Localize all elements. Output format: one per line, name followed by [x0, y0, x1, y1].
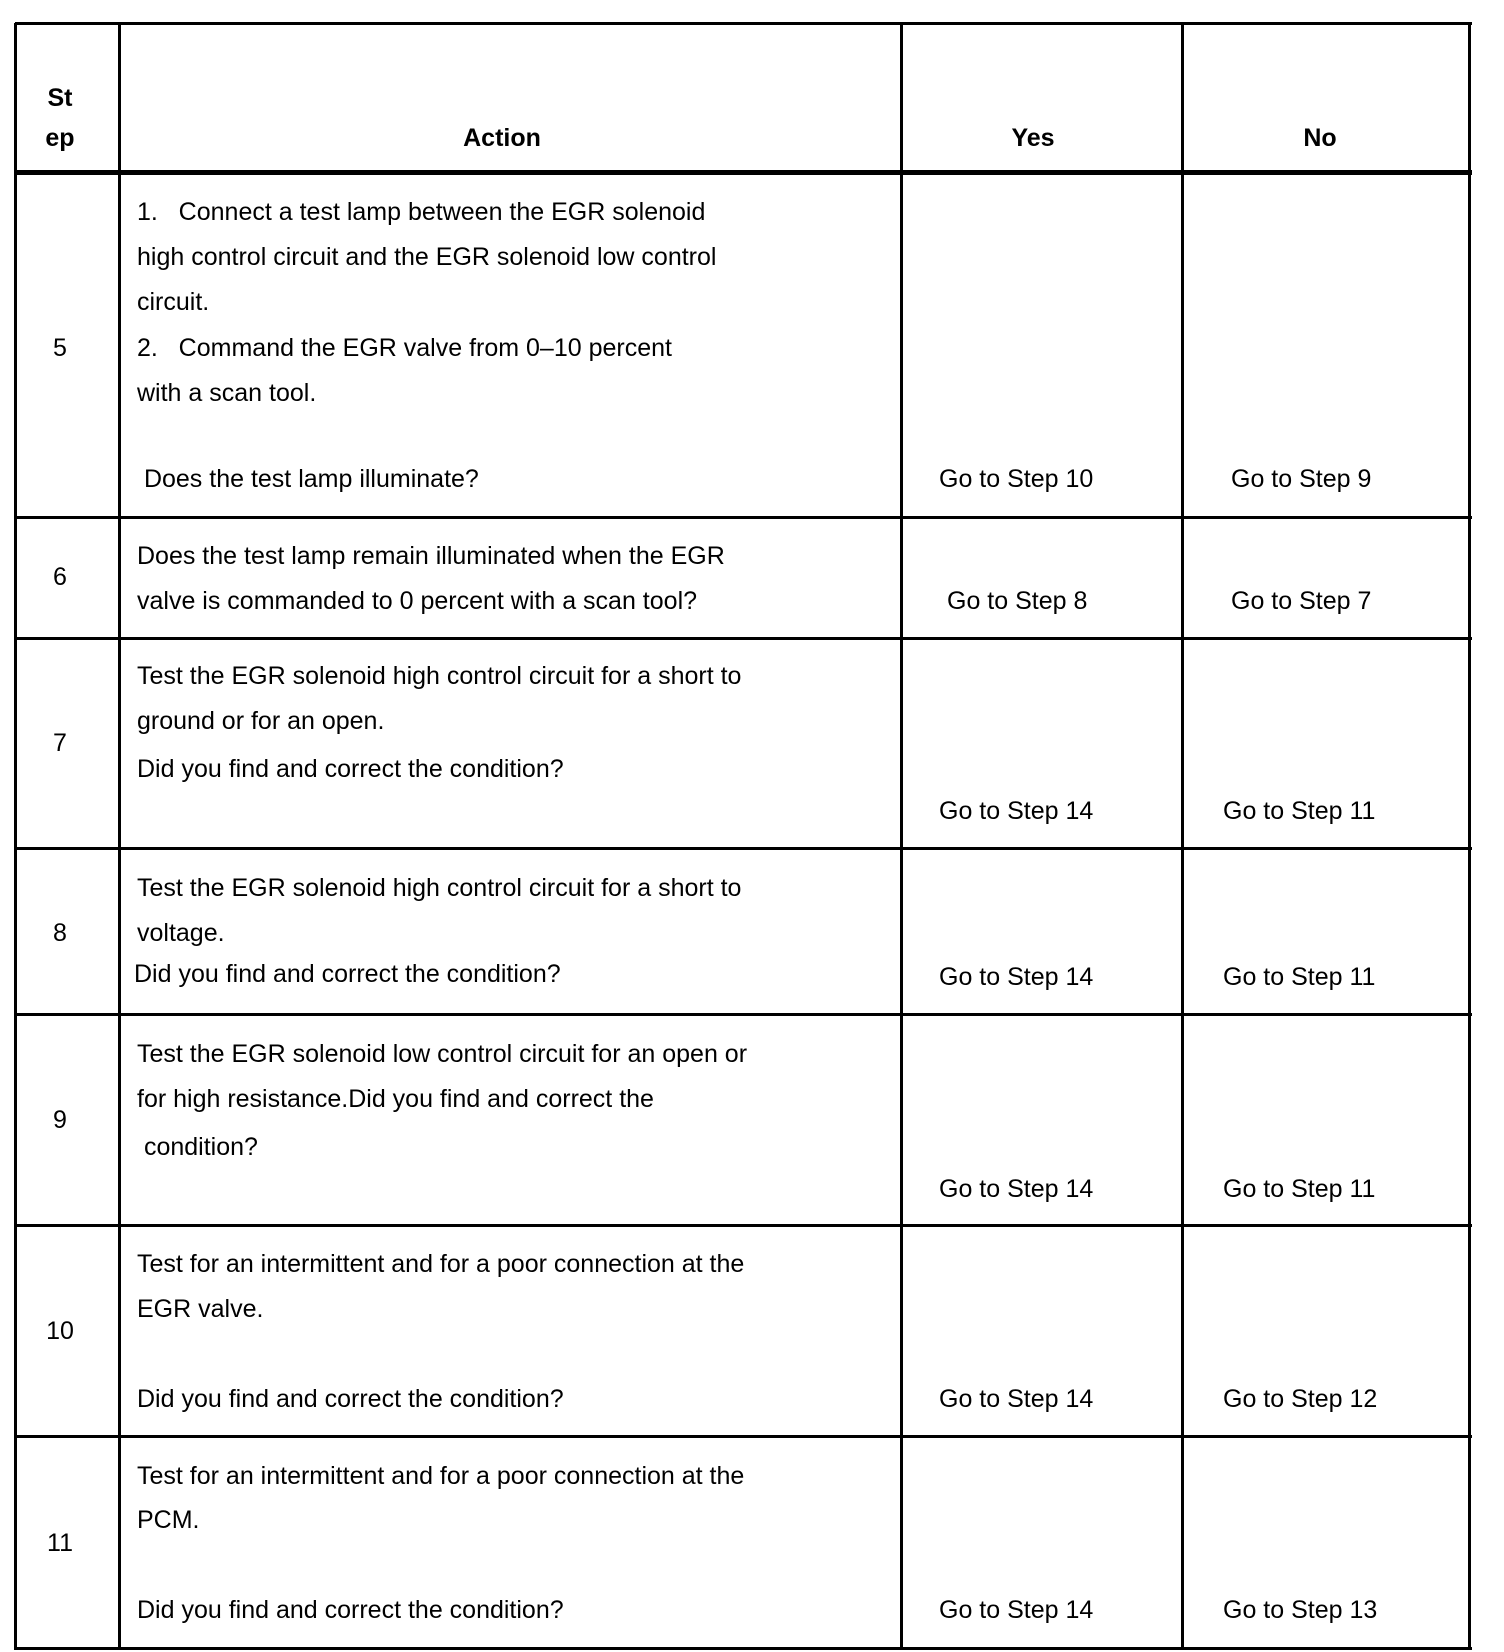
- header-action: Action: [463, 124, 541, 152]
- action-text: Did you find and correct the condition?: [137, 1385, 564, 1413]
- row-border: [15, 22, 1472, 25]
- header-no: No: [1303, 124, 1337, 152]
- column-border: [14, 23, 17, 1650]
- action-text: 1. Connect a test lamp between the EGR solenoid: [137, 198, 706, 226]
- action-text: Test the EGR solenoid high control circuit for a short to: [137, 662, 742, 690]
- action-text: PCM.: [137, 1506, 200, 1534]
- action-text: Did you find and correct the condition?: [137, 1596, 564, 1624]
- step-number: 5: [53, 334, 67, 362]
- action-text: EGR valve.: [137, 1295, 264, 1323]
- yes-result: Go to Step 14: [939, 1175, 1094, 1203]
- no-result: Go to Step 11: [1223, 963, 1376, 991]
- no-result: Go to Step 11: [1223, 797, 1376, 825]
- action-text: for high resistance.Did you find and correct the: [137, 1085, 654, 1113]
- action-text: valve is commanded to 0 percent with a scan tool?: [137, 587, 698, 615]
- step-number: 11: [47, 1529, 73, 1557]
- yes-result: Go to Step 14: [939, 1596, 1094, 1624]
- header-step: ep: [45, 124, 75, 152]
- no-result: Go to Step 13: [1223, 1596, 1378, 1624]
- column-border: [118, 23, 121, 1650]
- no-result: Go to Step 11: [1223, 1175, 1376, 1203]
- action-text: Did you find and correct the condition?: [137, 755, 564, 783]
- action-text: Does the test lamp illuminate?: [137, 465, 479, 493]
- step-number: 10: [46, 1317, 74, 1345]
- column-border: [1181, 23, 1184, 1650]
- action-text: Did you find and correct the condition?: [134, 960, 561, 988]
- header-yes: Yes: [1011, 124, 1055, 152]
- row-border: [15, 1013, 1472, 1016]
- yes-result: Go to Step 8: [947, 587, 1088, 615]
- action-text: with a scan tool.: [137, 379, 317, 407]
- row-border: [15, 1224, 1472, 1227]
- action-text: Test for an intermittent and for a poor connection at the: [137, 1462, 745, 1490]
- action-text: circuit.: [137, 288, 210, 316]
- action-text: high control circuit and the EGR solenoid low control: [137, 243, 717, 271]
- action-text: condition?: [137, 1133, 258, 1161]
- action-text: Test the EGR solenoid high control circuit for a short to: [137, 874, 742, 902]
- step-number: 7: [53, 729, 67, 757]
- step-number: 8: [53, 919, 67, 947]
- action-text: 2. Command the EGR valve from 0–10 percent: [137, 334, 672, 362]
- action-text: Test the EGR solenoid low control circuit for an open or: [137, 1040, 748, 1068]
- action-text: Does the test lamp remain illuminated when the EGR: [137, 542, 725, 570]
- step-number: 9: [53, 1106, 67, 1134]
- yes-result: Go to Step 10: [939, 465, 1094, 493]
- action-text: ground or for an open.: [137, 707, 385, 735]
- step-number: 6: [53, 563, 67, 591]
- no-result: Go to Step 12: [1223, 1385, 1378, 1413]
- row-border: [15, 516, 1472, 519]
- no-result: Go to Step 9: [1231, 465, 1372, 493]
- yes-result: Go to Step 14: [939, 1385, 1094, 1413]
- row-border: [15, 1435, 1472, 1438]
- column-border: [1468, 23, 1471, 1650]
- action-text: Test for an intermittent and for a poor connection at the: [137, 1250, 745, 1278]
- yes-result: Go to Step 14: [939, 963, 1094, 991]
- row-border: [15, 847, 1472, 850]
- header-step: St: [47, 84, 73, 112]
- column-border: [900, 23, 903, 1650]
- yes-result: Go to Step 14: [939, 797, 1094, 825]
- no-result: Go to Step 7: [1231, 587, 1372, 615]
- action-text: voltage.: [137, 919, 225, 947]
- row-border: [15, 637, 1472, 640]
- row-border: [15, 170, 1472, 175]
- row-border: [15, 1647, 1472, 1650]
